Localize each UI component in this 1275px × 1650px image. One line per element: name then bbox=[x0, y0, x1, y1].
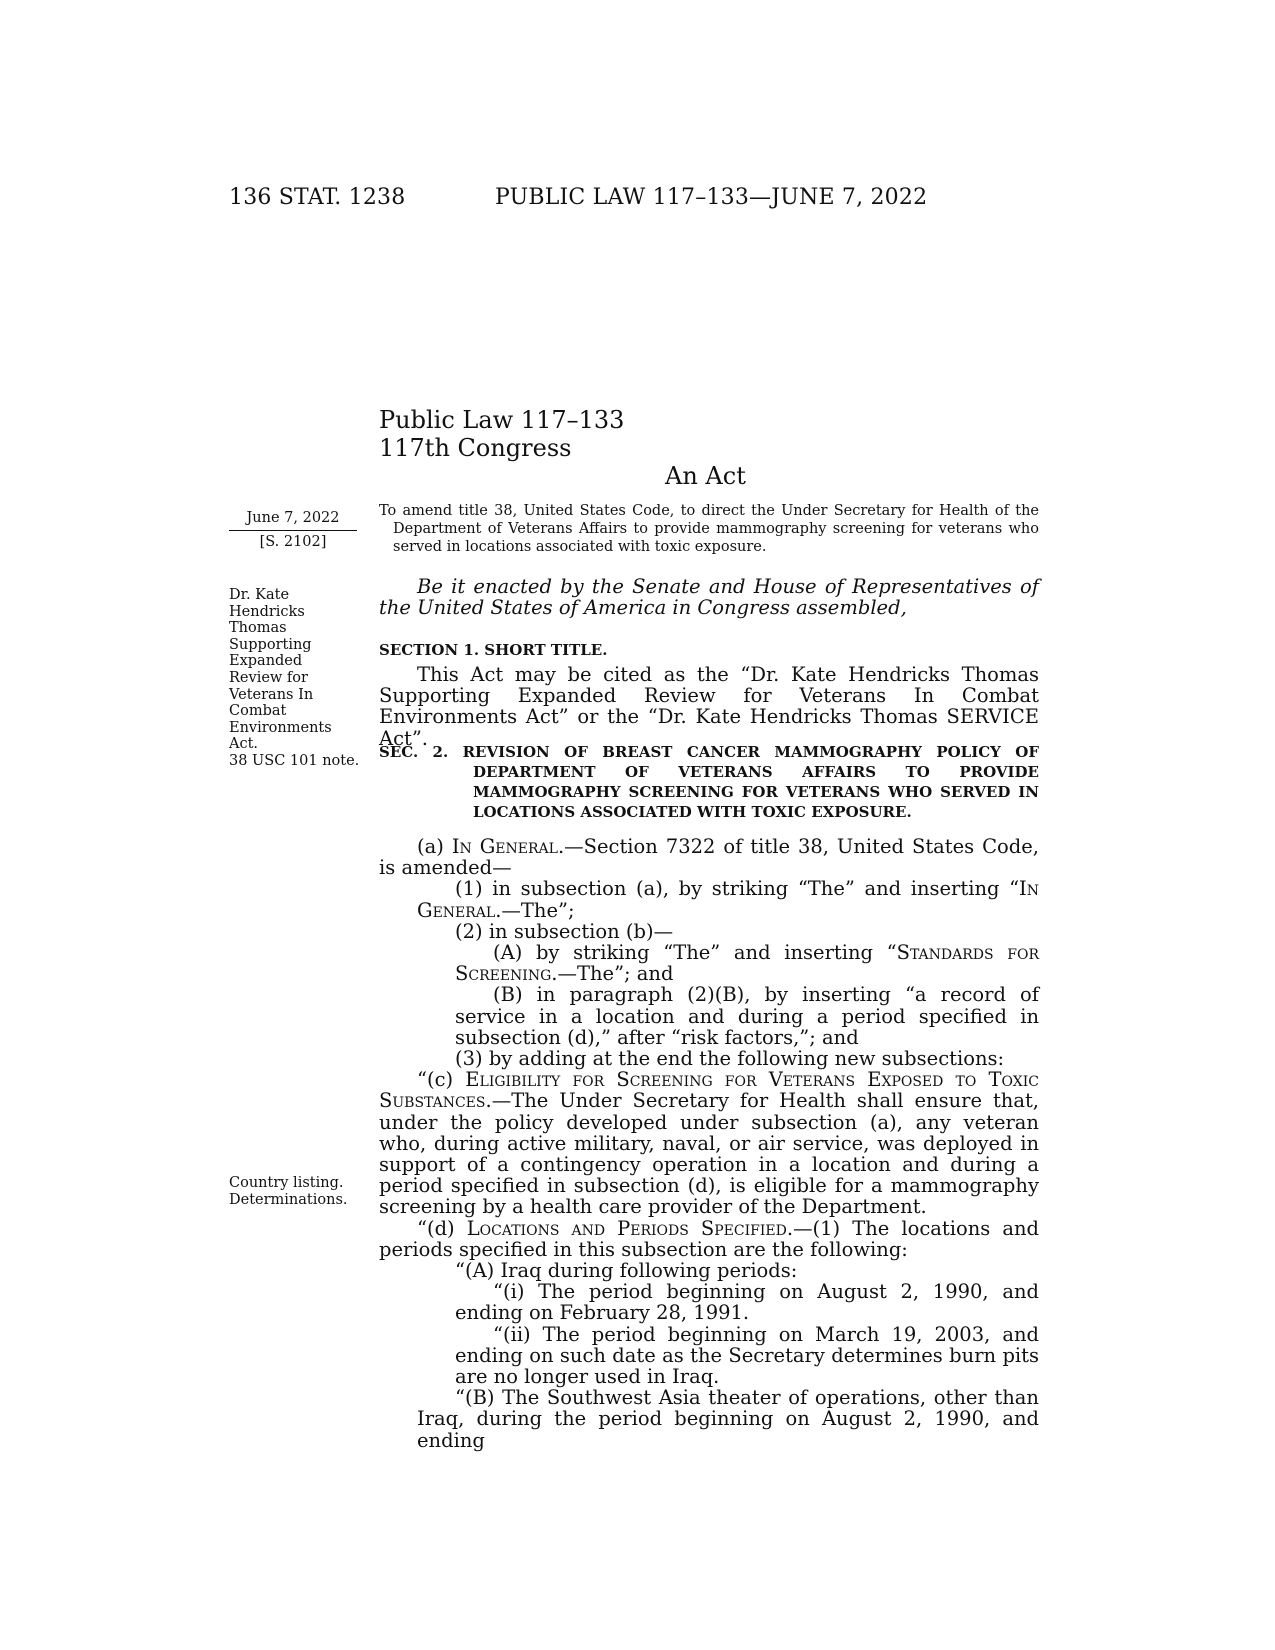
subsection-a-text: .—Section 7322 of title 38, United States Code, is amended— bbox=[379, 835, 1040, 880]
paragraph-2: (2) in subsection (b)— bbox=[455, 919, 674, 943]
margin-note-line: 38 USC 101 note. bbox=[229, 752, 360, 769]
enactment-date: June 7, 2022 bbox=[246, 510, 340, 526]
section-2-body bbox=[379, 836, 1039, 1451]
enacting-clause: Be it enacted by the Senate and House of Representatives of the United States of America in Congress assembled, bbox=[379, 575, 1039, 620]
section-1-paragraph: This Act may be cited as the “Dr. Kate Hendricks Thomas Supporting Expanded Review for Veterans In Combat Environments Act” or the “Dr. Kate Hendricks Thomas SERVICE Act”. bbox=[379, 663, 1039, 750]
margin-note-line: Dr. Kate bbox=[229, 587, 290, 603]
bill-number: [S. 2102] bbox=[259, 534, 327, 550]
subsection-c-text: .—The Under Secretary for Health shall ensure that, under the policy developed under subsection (a), any veteran who, during active military, naval, or air service, was deployed in support of a contingency operation in a location and during a period specified in subsection (d), is eligible for a mammography screening by a health care provider of the Department. bbox=[379, 1089, 1039, 1219]
subsection-c-label: “(c) bbox=[417, 1068, 466, 1092]
statute-page-reference: 136 STAT. 1238 bbox=[229, 185, 406, 210]
purpose-statement: To amend title 38, United States Code, to direct the Under Secretary for Health of the Department of Veterans Affairs to provide mammography screening for veterans who served in locations associated with toxic exposure. bbox=[379, 503, 1039, 555]
new-subsection-d bbox=[379, 1218, 1039, 1260]
subsection-d-caption: Locations and Periods Specified bbox=[466, 1216, 787, 1240]
clause-dAi: “(i) The period beginning on August 2, 1990, and ending on February 28, 1991. bbox=[455, 1280, 1039, 1325]
congress: 117th Congress bbox=[379, 434, 572, 462]
subsection-d-text: .—(1) The locations and periods specified in this subsection are the following: bbox=[379, 1216, 1039, 1261]
subparagraph-dA: “(A) Iraq during following periods: bbox=[455, 1259, 798, 1283]
subparagraph-2A bbox=[379, 942, 1039, 984]
margin-note-line: Thomas bbox=[229, 620, 287, 637]
clause-dAii: “(ii) The period beginning on March 19, 2003, and ending on such date as the Secretary determines burn pits are no longer used in Iraq. bbox=[455, 1322, 1039, 1389]
margin-note-line: Environments bbox=[229, 719, 332, 736]
margin-note-line: Review for bbox=[229, 669, 308, 686]
section-1-heading: SECTION 1. SHORT TITLE. bbox=[379, 641, 608, 659]
running-head: PUBLIC LAW 117–133—JUNE 7, 2022 bbox=[495, 185, 928, 210]
new-subsection-c bbox=[379, 1069, 1039, 1217]
paragraph-1-post: .—The”; bbox=[495, 898, 575, 922]
subsection-c-caption: Eligibility for Screening for Veterans Exposed to Toxic Substances bbox=[379, 1068, 1039, 1113]
margin-note-line: Combat bbox=[229, 703, 287, 720]
enactment-date-block bbox=[229, 510, 357, 550]
act-title: An Act bbox=[665, 462, 746, 490]
subsection-a-label: (a) bbox=[417, 835, 452, 858]
margin-note-line: Country listing. bbox=[229, 1175, 344, 1191]
margin-note-line: Supporting bbox=[229, 636, 312, 653]
margin-note-country-listing bbox=[229, 1175, 348, 1208]
date-divider bbox=[229, 530, 357, 531]
subsection-a bbox=[379, 836, 1039, 878]
margin-note-short-title bbox=[229, 587, 359, 770]
subparagraph-dB: “(B) The Southwest Asia theater of operations, other than Iraq, during the period beginning on August 2, 1990, and ending bbox=[417, 1386, 1039, 1452]
section-1-text bbox=[379, 664, 1039, 749]
paragraph-1 bbox=[379, 878, 1039, 920]
subparagraph-2A-post: .—The”; and bbox=[551, 962, 674, 986]
section-2-heading: SEC. 2. REVISION OF BREAST CANCER MAMMOGRAPHY POLICY OF DEPARTMENT OF VETERANS AFFAIRS TO PROVIDE MAMMOGRAPHY SCREENING FOR VETERANS WHO SERVED IN LOCATIONS ASSOCIATED WITH TOXIC EXPOSURE. bbox=[379, 743, 1039, 821]
margin-note-line: Hendricks bbox=[229, 603, 305, 620]
margin-note-line: Veterans In bbox=[229, 686, 314, 703]
law-number: Public Law 117–133 bbox=[379, 406, 625, 434]
subsection-a-caption: In General bbox=[451, 835, 558, 858]
margin-note-line: Expanded bbox=[229, 653, 303, 670]
paragraph-3: (3) by adding at the end the following new subsections: bbox=[455, 1047, 1005, 1071]
margin-note-line: Determinations. bbox=[229, 1191, 348, 1208]
subparagraph-2A-caption: Standards for Screening bbox=[455, 941, 1039, 986]
subsection-d-label: “(d) bbox=[417, 1216, 467, 1240]
paragraph-1-pre: (1) in subsection (a), by striking “The” and inserting “ bbox=[455, 877, 1020, 901]
subparagraph-2A-pre: (A) by striking “The” and inserting “ bbox=[493, 941, 897, 965]
paragraph-1-caption: In General bbox=[417, 877, 1039, 922]
subparagraph-2B: (B) in paragraph (2)(B), by inserting “a record of service in a location and during a period specified in subsection (d),” after “risk factors,”; and bbox=[455, 983, 1039, 1049]
margin-note-line: Act. bbox=[229, 736, 259, 753]
